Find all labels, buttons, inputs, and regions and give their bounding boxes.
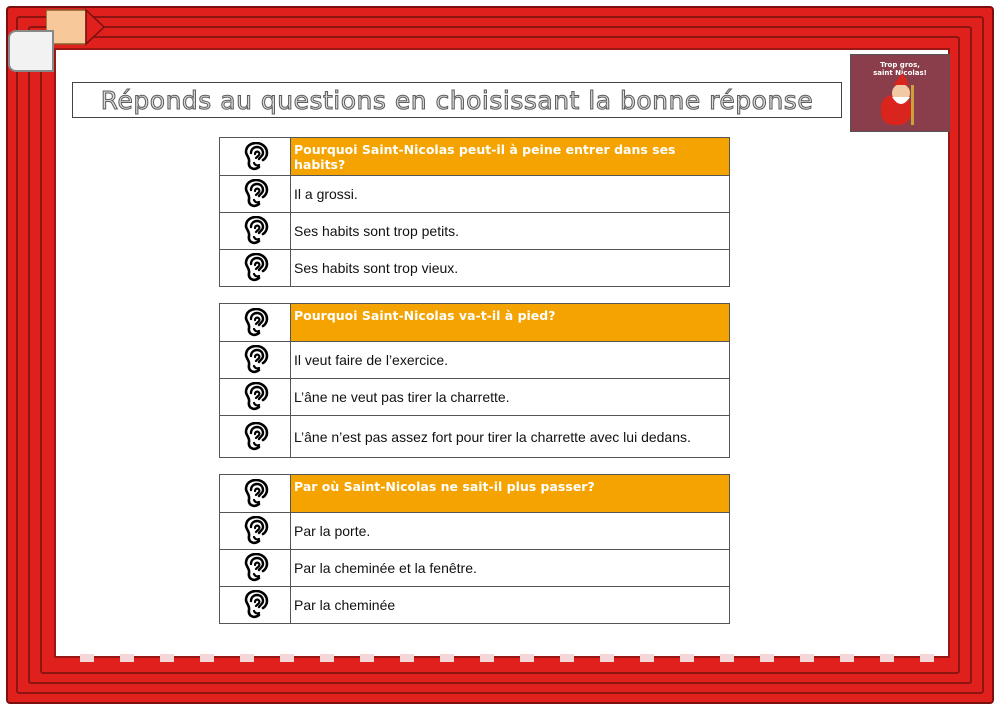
ear-icon	[240, 216, 270, 246]
question-block-2	[219, 303, 730, 458]
answer-text[interactable]: Ses habits sont trop vieux.	[291, 250, 730, 287]
audio-button[interactable]	[220, 342, 291, 379]
question-text: Pourquoi Saint-Nicolas peut-il à peine entrer dans ses habits?	[291, 138, 730, 176]
answer-text[interactable]: Par la cheminée	[291, 587, 730, 624]
ear-icon	[240, 345, 270, 375]
ear-icon	[240, 516, 270, 546]
answer-option[interactable]	[220, 587, 730, 624]
answer-text[interactable]: Il veut faire de l’exercice.	[291, 342, 730, 379]
audio-button[interactable]	[220, 176, 291, 213]
question-row	[220, 138, 730, 176]
audio-button[interactable]	[220, 304, 291, 342]
ear-icon	[240, 479, 270, 509]
ear-icon	[240, 553, 270, 583]
answer-option[interactable]	[220, 213, 730, 250]
audio-button[interactable]	[220, 475, 291, 513]
answer-option[interactable]	[220, 379, 730, 416]
audio-button[interactable]	[220, 513, 291, 550]
audio-button[interactable]	[220, 250, 291, 287]
book-cover-title-line2: saint Nicolas!	[873, 69, 927, 77]
pencil-tip-icon	[46, 4, 106, 50]
ear-icon	[240, 308, 270, 338]
answer-text[interactable]: Ses habits sont trop petits.	[291, 213, 730, 250]
ear-icon	[240, 422, 270, 452]
question-block-3	[219, 474, 730, 624]
answer-text[interactable]: L’âne ne veut pas tirer la charrette.	[291, 379, 730, 416]
frame-stitching	[54, 654, 950, 662]
book-cover-title-line1: Trop gros,	[880, 61, 920, 69]
question-text: Par où Saint-Nicolas ne sait-il plus passer?	[291, 475, 730, 513]
saint-nicolas-illustration	[851, 55, 950, 132]
page-title: Réponds au questions en choisissant la bonne réponse	[100, 85, 814, 115]
answer-option[interactable]	[220, 342, 730, 379]
answer-text[interactable]: Par la porte.	[291, 513, 730, 550]
question-row	[220, 304, 730, 342]
ear-icon	[240, 253, 270, 283]
ear-icon	[240, 382, 270, 412]
book-cover-image	[850, 54, 950, 132]
audio-button[interactable]	[220, 213, 291, 250]
ear-icon	[240, 142, 270, 172]
instruction-banner	[72, 82, 842, 118]
answer-text[interactable]: Par la cheminée et la fenêtre.	[291, 550, 730, 587]
question-text: Pourquoi Saint-Nicolas va-t-il à pied?	[291, 304, 730, 342]
answer-text[interactable]: Il a grossi.	[291, 176, 730, 213]
ear-icon	[240, 590, 270, 620]
answer-option[interactable]	[220, 250, 730, 287]
audio-button[interactable]	[220, 379, 291, 416]
audio-button[interactable]	[220, 416, 291, 458]
audio-button[interactable]	[220, 550, 291, 587]
audio-button[interactable]	[220, 138, 291, 176]
answer-option[interactable]	[220, 176, 730, 213]
answer-option[interactable]	[220, 513, 730, 550]
answer-option[interactable]	[220, 416, 730, 458]
audio-button[interactable]	[220, 587, 291, 624]
pencil-eraser	[8, 30, 54, 72]
answer-option[interactable]	[220, 550, 730, 587]
answer-text[interactable]: L’âne n’est pas assez fort pour tirer la charrette avec lui dedans.	[291, 416, 730, 458]
ear-icon	[240, 179, 270, 209]
question-row	[220, 475, 730, 513]
question-block-1	[219, 137, 730, 287]
